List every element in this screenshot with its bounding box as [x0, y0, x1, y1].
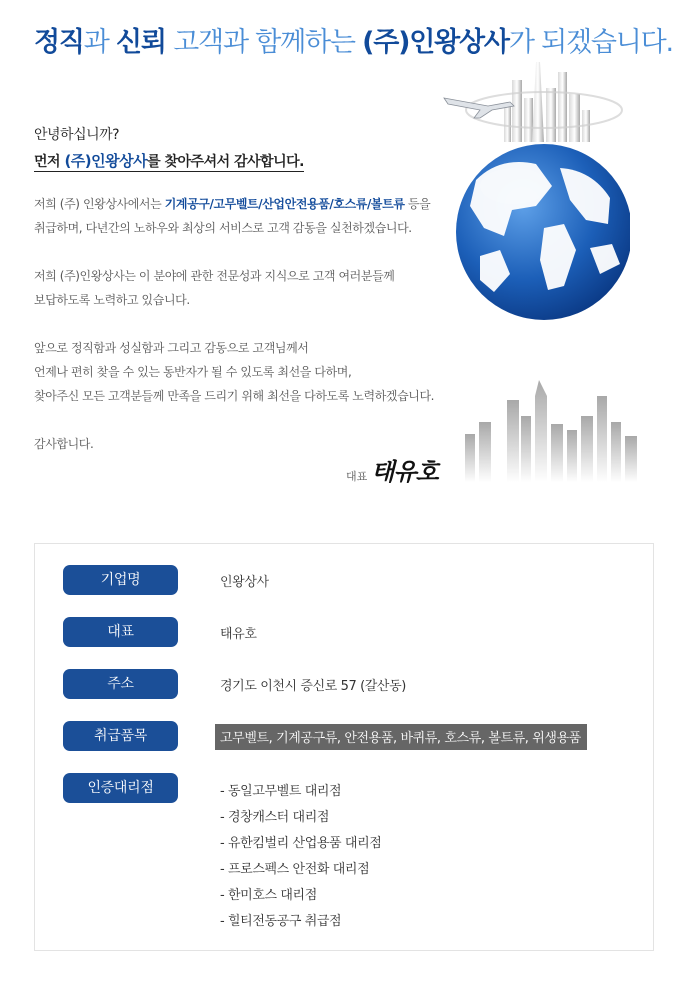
intro-p1-post: 등을	[404, 197, 431, 211]
headline-text-2: 고객과 함께하는	[165, 27, 363, 58]
greeting-post: 를 찾아주셔서 감사합니다.	[147, 154, 304, 170]
ceo-value: 태유호	[220, 627, 257, 642]
headline-trust: 신뢰	[116, 27, 166, 58]
signature-name: 태유호	[371, 457, 438, 486]
intro-p1-line-2: 취급하며, 다년간의 노하우와 최상의 서비스로 고객 감동을 실천하겠습니다.	[34, 221, 412, 235]
products-value: 고무벨트, 기계공구류, 안전용품, 바퀴류, 호스류, 볼트류, 위생용품	[215, 724, 587, 750]
intro-products: 기계공구/고무벨트/산업안전용품/호스류/볼트류	[164, 197, 405, 211]
dealer-item: - 한미호스 대리점	[220, 888, 317, 903]
address-value: 경기도 이천시 증신로 57 (갈산동)	[220, 679, 406, 694]
intro-p2-line-1: 저희 (주)인왕상사는 이 분야에 관한 전문성과 지식으로 고객 여러분들께	[34, 269, 395, 283]
page-headline	[34, 20, 673, 59]
intro-p3-line-3: 찾아주신 모든 고객분들께 만족을 드리기 위해 최선을 다하도록 노력하겠습니다.	[34, 389, 435, 403]
dealer-item: - 힐티전동공구 취급점	[220, 914, 342, 929]
intro-paragraph-2	[34, 264, 394, 312]
greeting-brand: (주)인왕상사	[64, 152, 148, 170]
headline-text-1: 과	[83, 27, 117, 58]
address-label: 주소	[63, 669, 178, 699]
greeting-line-2	[34, 148, 304, 175]
intro-p1-pre: 저희 (주) 인왕상사에서는	[34, 197, 165, 211]
intro-p3-line-1: 앞으로 정직함과 성실함과 그리고 감동으로 고객님께서	[34, 341, 309, 355]
globe-illustration	[440, 60, 630, 330]
intro-p3-line-2: 언제나 편히 찾을 수 있는 동반자가 될 수 있도록 최선을 다하며,	[34, 365, 352, 379]
signature-title: 대표	[346, 470, 368, 483]
closing-text: 감사합니다.	[34, 437, 94, 451]
company-info-box	[34, 543, 654, 951]
dealer-item: - 동일고무벨트 대리점	[220, 784, 342, 799]
greeting-block	[34, 122, 304, 175]
company-name-value: 인왕상사	[220, 575, 269, 590]
intro-paragraph-1	[34, 192, 430, 240]
skyline-on-globe	[504, 62, 590, 142]
company-name-label: 기업명	[63, 565, 178, 595]
greeting-pre: 먼저	[34, 154, 65, 170]
dealer-item: - 프로스펙스 안전화 대리점	[220, 862, 370, 877]
greeting-line-1: 안녕하십니까?	[34, 127, 120, 143]
ceo-label: 대표	[63, 617, 178, 647]
city-skyline-illustration	[455, 372, 655, 482]
ceo-signature	[346, 452, 438, 487]
headline-company: (주)인왕상사	[362, 27, 509, 58]
dealer-list	[220, 779, 381, 935]
headline-honesty: 정직	[34, 27, 84, 58]
headline-text-3: 가 되겠습니다.	[508, 27, 673, 58]
intro-p2-line-2: 보답하도록 노력하고 있습니다.	[34, 293, 190, 307]
dealer-item: - 경창캐스터 대리점	[220, 810, 330, 825]
dealer-item: - 유한킴벌리 산업용품 대리점	[220, 836, 382, 851]
products-label: 취급품목	[63, 721, 178, 751]
dealers-label: 인증대리점	[63, 773, 178, 803]
intro-paragraph-3	[34, 336, 434, 408]
